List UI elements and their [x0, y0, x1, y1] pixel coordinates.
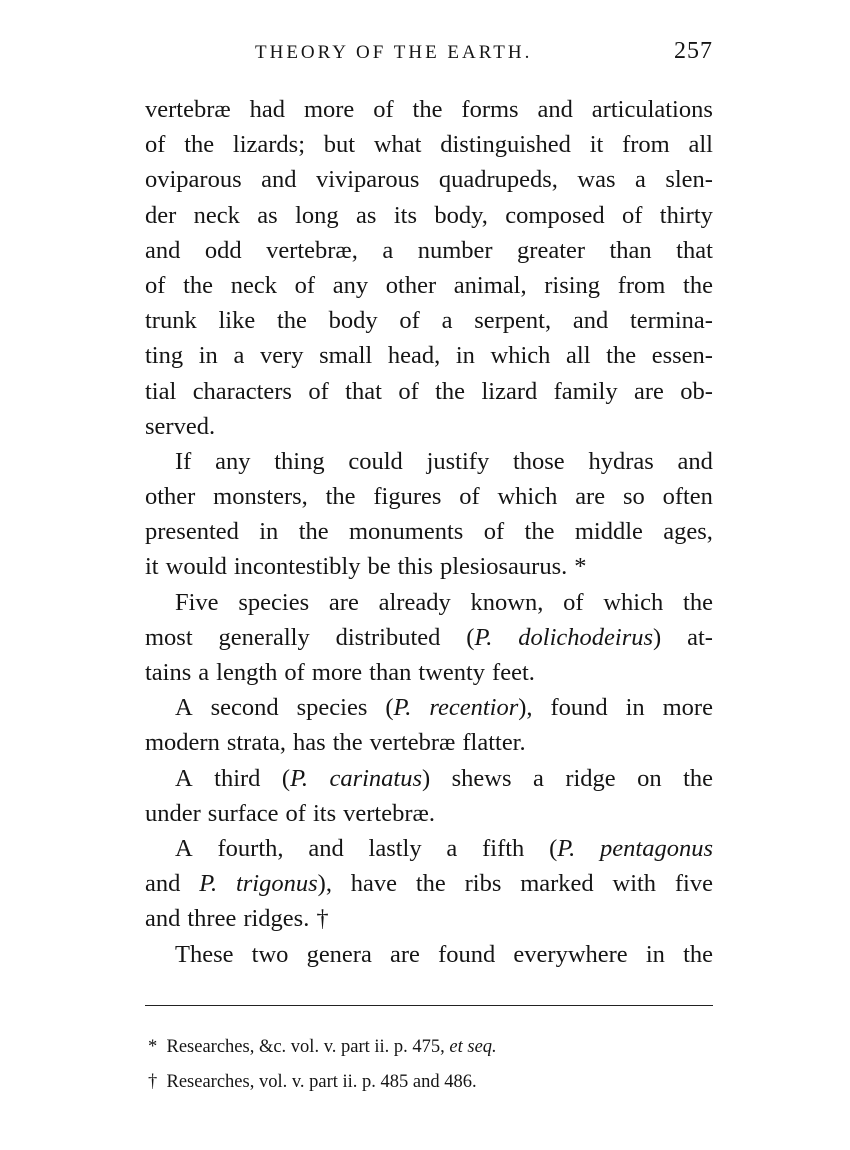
text-line [145, 127, 713, 162]
word: flatter. [462, 729, 526, 757]
word: are [390, 940, 420, 968]
word: but [323, 131, 356, 159]
word: at- [687, 623, 713, 651]
word: in [645, 940, 665, 968]
word: composed [505, 201, 605, 229]
word: and [677, 447, 713, 475]
word: its [393, 201, 417, 229]
word: it [145, 553, 159, 581]
word: A [175, 694, 193, 722]
word: any [215, 447, 251, 475]
word: tial [145, 377, 177, 405]
word: modern [145, 729, 220, 757]
word: had [249, 96, 286, 123]
word: all [688, 131, 713, 159]
text-line [145, 690, 713, 725]
word: quadrupeds, [438, 166, 558, 194]
word: with [612, 870, 657, 898]
word: characters [192, 377, 292, 405]
word: are [575, 483, 606, 511]
word: surface [207, 799, 279, 827]
word: other [145, 483, 196, 511]
word: body, [434, 201, 488, 229]
word: five [674, 870, 713, 898]
word: the [683, 588, 713, 616]
word: of [284, 659, 305, 686]
word: of [373, 96, 394, 123]
footnote-italic: et seq. [444, 1037, 497, 1057]
word: have [350, 870, 398, 898]
word: that [345, 377, 382, 405]
word: has [293, 729, 326, 757]
word: distributed [335, 623, 441, 651]
word: everywhere [513, 940, 628, 968]
word: † [316, 905, 329, 933]
word: the [412, 96, 443, 123]
word: family [553, 377, 618, 405]
word: ridges. [243, 905, 310, 933]
text-line [145, 338, 713, 373]
word: A [175, 834, 193, 862]
word: small [319, 342, 373, 370]
word: long [295, 201, 339, 229]
text-line [145, 585, 713, 620]
word: termina- [629, 307, 713, 335]
text-line [145, 937, 713, 972]
word: second [210, 694, 279, 722]
word: pentagonus [600, 834, 713, 862]
word: slen- [665, 166, 713, 194]
word: vertebræ [369, 729, 456, 757]
text-line [145, 761, 713, 796]
word: a [634, 166, 646, 194]
word: the [183, 271, 214, 299]
word: in [455, 342, 475, 370]
text-line [145, 514, 713, 549]
word: which [603, 588, 664, 616]
word: and [261, 166, 297, 194]
word: fourth, [217, 834, 284, 862]
word: more [303, 96, 355, 123]
word: of [483, 518, 505, 546]
word: rising [544, 271, 601, 299]
word: recentior), [429, 694, 533, 722]
word: dolichodeirus) [518, 623, 662, 651]
word: species [296, 694, 368, 722]
word: in [198, 342, 218, 370]
word: shews [451, 764, 512, 792]
word: ob- [680, 377, 713, 405]
word: lizards; [232, 131, 306, 159]
text-line [145, 655, 713, 690]
footnote-mark: * [148, 1037, 167, 1057]
word: from [617, 271, 666, 299]
word: P. [199, 870, 218, 898]
text-line [145, 796, 713, 831]
text-line [145, 409, 713, 444]
word: a [446, 834, 458, 862]
word: which [490, 342, 551, 370]
word: in [625, 694, 645, 722]
word: ting [145, 342, 184, 370]
word: the [606, 342, 637, 370]
word: its [312, 799, 337, 827]
word: (P. [281, 764, 308, 792]
word: very [259, 342, 304, 370]
footnote-text: Researches, vol. v. part ii. p. 485 and 486. [166, 1072, 477, 1092]
word: of [285, 799, 306, 827]
word: (P. [549, 834, 576, 862]
word: already [378, 588, 451, 616]
word: feet. [492, 659, 535, 686]
word: it [589, 131, 604, 159]
word: (P. [466, 623, 493, 651]
text-line [145, 901, 713, 936]
word: the [332, 729, 363, 757]
word: the [298, 518, 329, 546]
word: so [622, 483, 645, 511]
word: more [311, 659, 363, 686]
word: the [276, 307, 307, 335]
word: thing [274, 447, 325, 475]
word: neck [230, 271, 277, 299]
text-line [145, 92, 713, 127]
footnote-rule [145, 1005, 713, 1006]
word: two [251, 940, 289, 968]
word: was [577, 166, 616, 194]
word: thirty [659, 201, 713, 229]
running-head-title: THEORY OF THE EARTH. [255, 42, 533, 63]
word: viviparous [315, 166, 420, 194]
word: lastly [368, 834, 422, 862]
word: most [145, 623, 193, 651]
word: justify [426, 447, 490, 475]
word: that [676, 236, 713, 264]
word: what [373, 131, 422, 159]
word: than [609, 236, 652, 264]
word: be [367, 553, 391, 581]
word: presented [145, 518, 239, 546]
word: all [566, 342, 591, 370]
word: strata, [226, 729, 287, 757]
word: the [325, 483, 356, 511]
word: any [332, 271, 369, 299]
page-number: 257 [674, 38, 713, 64]
footnote-text: Researches, &c. vol. v. part ii. p. 475, [166, 1037, 445, 1057]
word: ages, [663, 518, 713, 546]
word: of [622, 201, 643, 229]
text-line [145, 549, 713, 584]
word: often [662, 483, 713, 511]
word: under [145, 799, 201, 827]
word: oviparous [145, 166, 242, 194]
word: forms [461, 96, 519, 123]
word: trigonus), [235, 870, 332, 898]
word: plesiosaurus. [439, 553, 568, 581]
word: A [175, 764, 193, 792]
word: on [637, 764, 662, 792]
word: than [369, 659, 412, 686]
word: species [238, 588, 310, 616]
word: found [550, 694, 608, 722]
word: odd [204, 236, 242, 264]
word: a [441, 307, 453, 335]
word: vertebræ [145, 96, 231, 123]
word: middle [574, 518, 643, 546]
word: as [257, 201, 278, 229]
word: like [218, 307, 256, 335]
word: the [683, 271, 713, 299]
word: tains [145, 659, 192, 686]
word: from [622, 131, 670, 159]
text-line [145, 866, 713, 901]
word: are [328, 588, 359, 616]
word: These [175, 940, 234, 968]
footnote [148, 1030, 716, 1065]
word: and [308, 834, 344, 862]
word: carinatus) [329, 764, 431, 792]
word: a [233, 342, 245, 370]
word: found [438, 940, 496, 968]
running-head [145, 38, 713, 74]
word: monsters, [213, 483, 308, 511]
word: vertebræ. [343, 799, 435, 827]
word: a [198, 659, 210, 686]
word: and [145, 905, 181, 933]
word: and [537, 96, 573, 123]
word: could [348, 447, 403, 475]
word: as [356, 201, 377, 229]
word: the [683, 940, 713, 968]
word: generally [218, 623, 310, 651]
word: animal, [453, 271, 527, 299]
text-line [145, 198, 713, 233]
word: trunk [145, 307, 197, 335]
word: third [214, 764, 261, 792]
body-text [145, 92, 713, 972]
word: greater [517, 236, 586, 264]
footnote [148, 1065, 716, 1100]
word: figures [373, 483, 442, 511]
word: distinguished [440, 131, 571, 159]
word: serpent, [474, 307, 552, 335]
word: of [145, 131, 166, 159]
word: vertebræ, [266, 236, 358, 264]
word: of [563, 588, 584, 616]
word: Five [175, 588, 219, 616]
word: the [683, 764, 713, 792]
text-line [145, 725, 713, 760]
word: which [497, 483, 558, 511]
word: of [459, 483, 480, 511]
word: more [662, 694, 713, 722]
word: would [165, 553, 227, 581]
word: three [187, 905, 237, 933]
word: and [145, 236, 181, 264]
word: of [399, 307, 420, 335]
word: * [574, 553, 587, 581]
text-line [145, 831, 713, 866]
word: neck [193, 201, 240, 229]
text-line [145, 268, 713, 303]
word: are [633, 377, 664, 405]
word: a [382, 236, 394, 264]
footnotes [148, 1030, 716, 1100]
word: fifth [482, 834, 525, 862]
word: a [532, 764, 544, 792]
word: number [417, 236, 493, 264]
word: of [145, 271, 166, 299]
text-line [145, 444, 713, 479]
word: other [385, 271, 437, 299]
word: those [512, 447, 565, 475]
word: incontestibly [233, 553, 361, 581]
word: marked [520, 870, 594, 898]
word: and [145, 870, 181, 898]
word: articulations [591, 96, 713, 123]
word: lizard [481, 377, 538, 405]
text-line [145, 233, 713, 268]
word: monuments [349, 518, 464, 546]
word: of [308, 377, 329, 405]
word: the [415, 870, 446, 898]
word: the [524, 518, 555, 546]
word: essen- [651, 342, 713, 370]
word: this [397, 553, 433, 581]
text-line [145, 479, 713, 514]
word: ridge [565, 764, 616, 792]
word: of [294, 271, 316, 299]
word: in [259, 518, 279, 546]
text-line [145, 303, 713, 338]
word: the [184, 131, 215, 159]
word: the [435, 377, 466, 405]
word: hydras [588, 447, 654, 475]
word: ribs [464, 870, 502, 898]
word: genera [306, 940, 372, 968]
word: served. [145, 412, 216, 440]
word: head, [387, 342, 441, 370]
word: and [572, 307, 609, 335]
word: der [145, 201, 177, 229]
word: twenty [418, 659, 486, 686]
text-line [145, 162, 713, 197]
word: length [216, 659, 278, 686]
word: body [328, 307, 378, 335]
text-line [145, 620, 713, 655]
word: known, [470, 588, 544, 616]
text-line [145, 374, 713, 409]
word: If [175, 447, 192, 475]
footnote-mark: † [148, 1072, 167, 1092]
word: (P. [385, 694, 412, 722]
word: of [398, 377, 419, 405]
